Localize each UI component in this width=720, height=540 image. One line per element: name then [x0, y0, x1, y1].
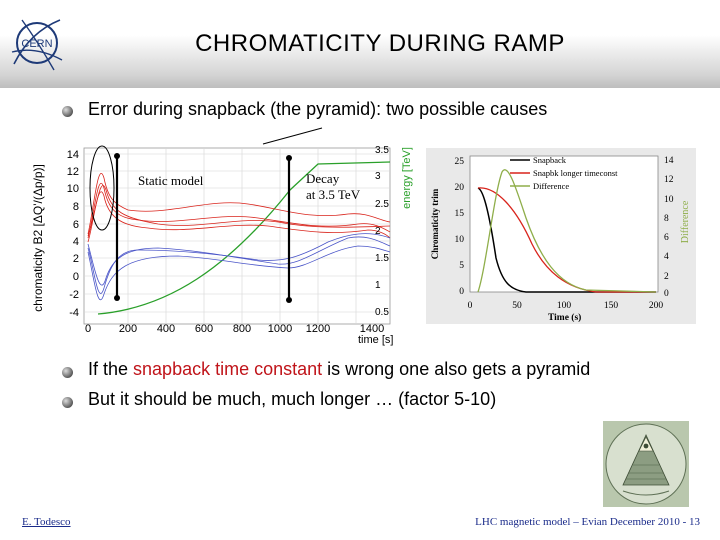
xtick-right: 200 [648, 301, 664, 311]
y2tick-left: 0.5 [375, 307, 389, 318]
y2tick-right: 14 [664, 156, 674, 166]
x-axis-label-left: time [s] [358, 334, 394, 346]
y2-axis-label-right: Difference [680, 200, 691, 244]
ytick-right: 10 [454, 235, 464, 245]
y2tick-right: 12 [664, 175, 674, 185]
bullet-marker [62, 367, 73, 378]
xtick-right: 100 [556, 301, 572, 311]
y2tick-left: 1.5 [375, 253, 389, 264]
ytick-left: 8 [72, 201, 79, 213]
footer-page-info: LHC magnetic model – Evian December 2010 - 13 [475, 516, 700, 528]
footer-author-link[interactable]: E. Todesco [22, 516, 71, 528]
ytick-left: 6 [72, 219, 79, 231]
bullet-3: But it should be much, much longer … (factor 5-10) [88, 389, 497, 409]
cern-logo-icon [8, 12, 66, 74]
y2tick-left: 1 [375, 280, 381, 291]
annotation-decay-1: Decay [306, 171, 340, 186]
ytick-right: 20 [454, 183, 464, 193]
ytick-left: 2 [72, 253, 79, 265]
legend-difference: Difference [533, 181, 570, 191]
ytick-left: -2 [69, 289, 79, 301]
ytick-left: 12 [66, 166, 79, 178]
xtick-right: 50 [512, 301, 522, 311]
y2tick-right: 10 [664, 195, 674, 205]
xtick-left: 600 [194, 323, 214, 335]
ytick-left: 14 [66, 149, 79, 161]
xtick-right: 150 [603, 301, 619, 311]
bullet-2-prefix: If the [88, 359, 134, 379]
eye-of-providence-image [603, 421, 689, 507]
annotation-static-model: Static model [138, 173, 204, 188]
y2tick-right: 6 [664, 233, 669, 243]
chromaticity-plot-left [28, 138, 420, 346]
xtick-left: 800 [232, 323, 252, 335]
header-bar [0, 0, 720, 88]
ytick-left: 4 [72, 236, 79, 248]
y-axis-label-left: chromaticity B2 [ΔQ'/(Δp/p)] [31, 164, 45, 312]
xtick-left: 0 [84, 323, 92, 335]
xtick-left: 1200 [305, 323, 331, 335]
xtick-left: 1400 [359, 323, 385, 335]
y2tick-left: 2.5 [375, 199, 389, 210]
chromaticity-trim-plot-right [426, 148, 696, 324]
xtick-right: 0 [467, 301, 473, 311]
y2tick-left: 3 [375, 171, 381, 182]
ytick-left: 10 [66, 183, 79, 195]
y2tick-right: 4 [664, 252, 669, 262]
legend-longer: Snapbk longer timeconst [533, 168, 618, 178]
bullet-2-highlight: snapback time constant [133, 359, 323, 379]
legend-snapback: Snapback [533, 155, 567, 165]
xtick-left: 200 [118, 323, 138, 335]
ytick-left: -4 [69, 307, 79, 319]
xtick-left: 1000 [267, 323, 293, 335]
svg-text:CERN: CERN [21, 38, 53, 50]
xtick-left: 400 [156, 323, 176, 335]
y2tick-left: 3.5 [375, 145, 389, 156]
y2tick-left: 2 [375, 226, 381, 237]
y2tick-right: 2 [664, 272, 669, 282]
bullet-2 [88, 359, 590, 380]
x-axis-label-right: Time (s) [548, 313, 582, 323]
annotation-decay-2: at 3.5 TeV [306, 187, 361, 202]
y2tick-right: 0 [664, 289, 669, 299]
ytick-right: 0 [459, 287, 464, 297]
ytick-right: 5 [459, 261, 464, 271]
y-axis-label-right: Chromaticity trim [430, 188, 440, 260]
bullet-2-suffix: is wrong one also gets a pyramid [322, 359, 591, 379]
ytick-right: 25 [454, 157, 464, 167]
ytick-right: 15 [454, 209, 464, 219]
bullet-marker [62, 106, 73, 117]
bullet-1: Error during snapback (the pyramid): two possible causes [88, 99, 548, 119]
y2-axis-label-left: energy [TeV] [401, 147, 413, 209]
bullet-marker [62, 397, 73, 408]
page-title: CHROMATICITY DURING RAMP [195, 30, 565, 57]
y2tick-right: 8 [664, 214, 669, 224]
ytick-left: 0 [72, 271, 79, 283]
